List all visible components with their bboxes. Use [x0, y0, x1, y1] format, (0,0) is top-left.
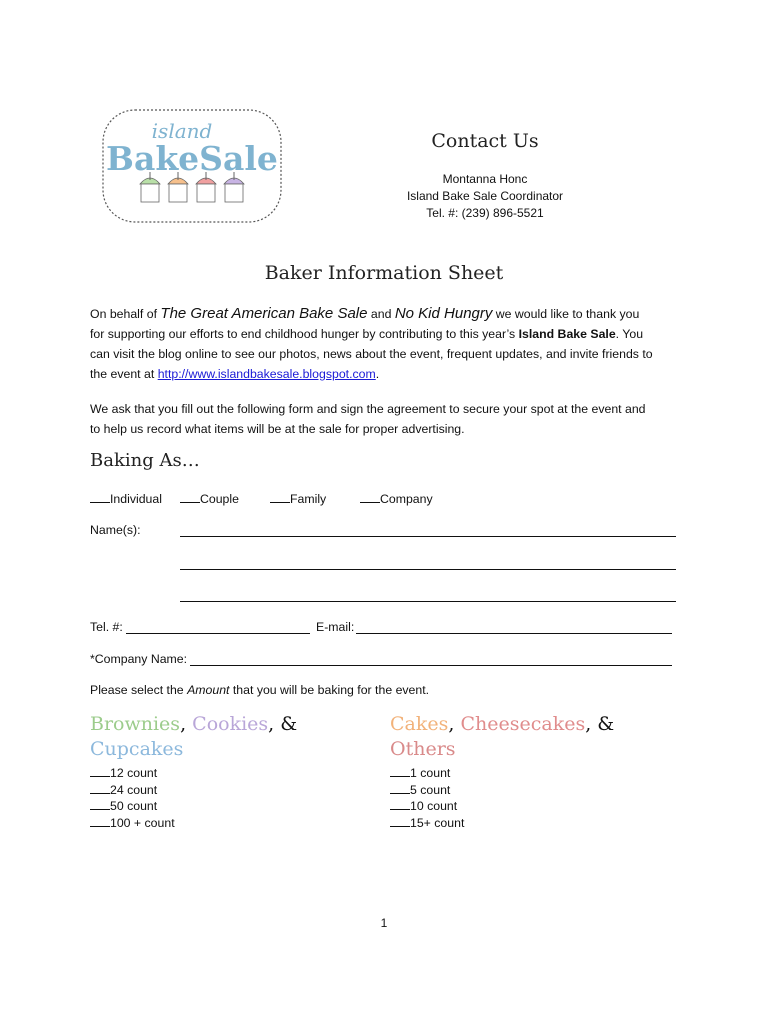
option-individual[interactable]: Individual	[90, 491, 162, 506]
baking-as-heading: Baking As…	[90, 450, 200, 471]
contact-heading: Contact Us	[431, 130, 539, 152]
option-company[interactable]: Company	[360, 491, 433, 506]
option-family[interactable]: Family	[270, 491, 326, 506]
count-option[interactable]: 12 count	[90, 765, 175, 782]
blog-link[interactable]: http://www.islandbakesale.blogspot.com	[157, 367, 376, 381]
amount-instructions: Please select the Amount that you will be baking for the event.	[90, 683, 430, 697]
option-couple[interactable]: Couple	[180, 491, 239, 506]
count-option[interactable]: 5 count	[390, 782, 464, 799]
svg-text:island: island	[151, 119, 213, 143]
tel-label: Tel. #:	[90, 620, 123, 634]
company-name-field[interactable]	[190, 665, 672, 666]
island-bake-sale-logo	[100, 104, 286, 226]
count-option[interactable]: 1 count	[390, 765, 464, 782]
svg-text:BakeSale: BakeSale	[106, 139, 278, 178]
count-option[interactable]: 24 count	[90, 782, 175, 799]
count-option[interactable]: 100 + count	[90, 815, 175, 832]
category-brownies-cookies-cupcakes: Brownies, Cookies, & Cupcakes	[90, 713, 298, 760]
names-field-line-1[interactable]	[180, 536, 676, 537]
email-field[interactable]	[356, 633, 672, 634]
names-field-line-3[interactable]	[180, 601, 676, 602]
tel-field[interactable]	[126, 633, 310, 634]
company-name-label: *Company Name:	[90, 652, 188, 666]
right-count-list	[390, 765, 464, 832]
left-count-list	[90, 765, 175, 832]
email-label: E-mail:	[316, 620, 355, 634]
page-title: Baker Information Sheet	[264, 262, 504, 284]
contact-role: Island Bake Sale Coordinator	[406, 189, 564, 203]
contact-name: Montanna Honc	[442, 172, 528, 186]
count-option[interactable]: 50 count	[90, 798, 175, 815]
instructions-paragraph: We ask that you fill out the following form and sign the agreement to secure your spot at the event and to help us record what items will be at the sale for proper advertising.	[90, 402, 646, 436]
page-number: 1	[380, 916, 388, 930]
count-option[interactable]: 15+ count	[390, 815, 464, 832]
names-field-line-2[interactable]	[180, 569, 676, 570]
contact-phone: Tel. #: (239) 896-5521	[426, 206, 544, 220]
intro-paragraph: On behalf of The Great American Bake Sale and No Kid Hungry we would like to thank you for supporting our efforts to end childhood hunger by contributing to this year’s Island Bake Sale. You can visit the blog online to see our photos, news about the event, frequent updates, and invite friends to the event at http://www.islandbakesale.blogspot.com.	[90, 305, 653, 381]
count-option[interactable]: 10 count	[390, 798, 464, 815]
category-cakes-cheesecakes-others: Cakes, Cheesecakes, & Others	[390, 713, 615, 760]
names-label: Name(s):	[90, 523, 141, 537]
